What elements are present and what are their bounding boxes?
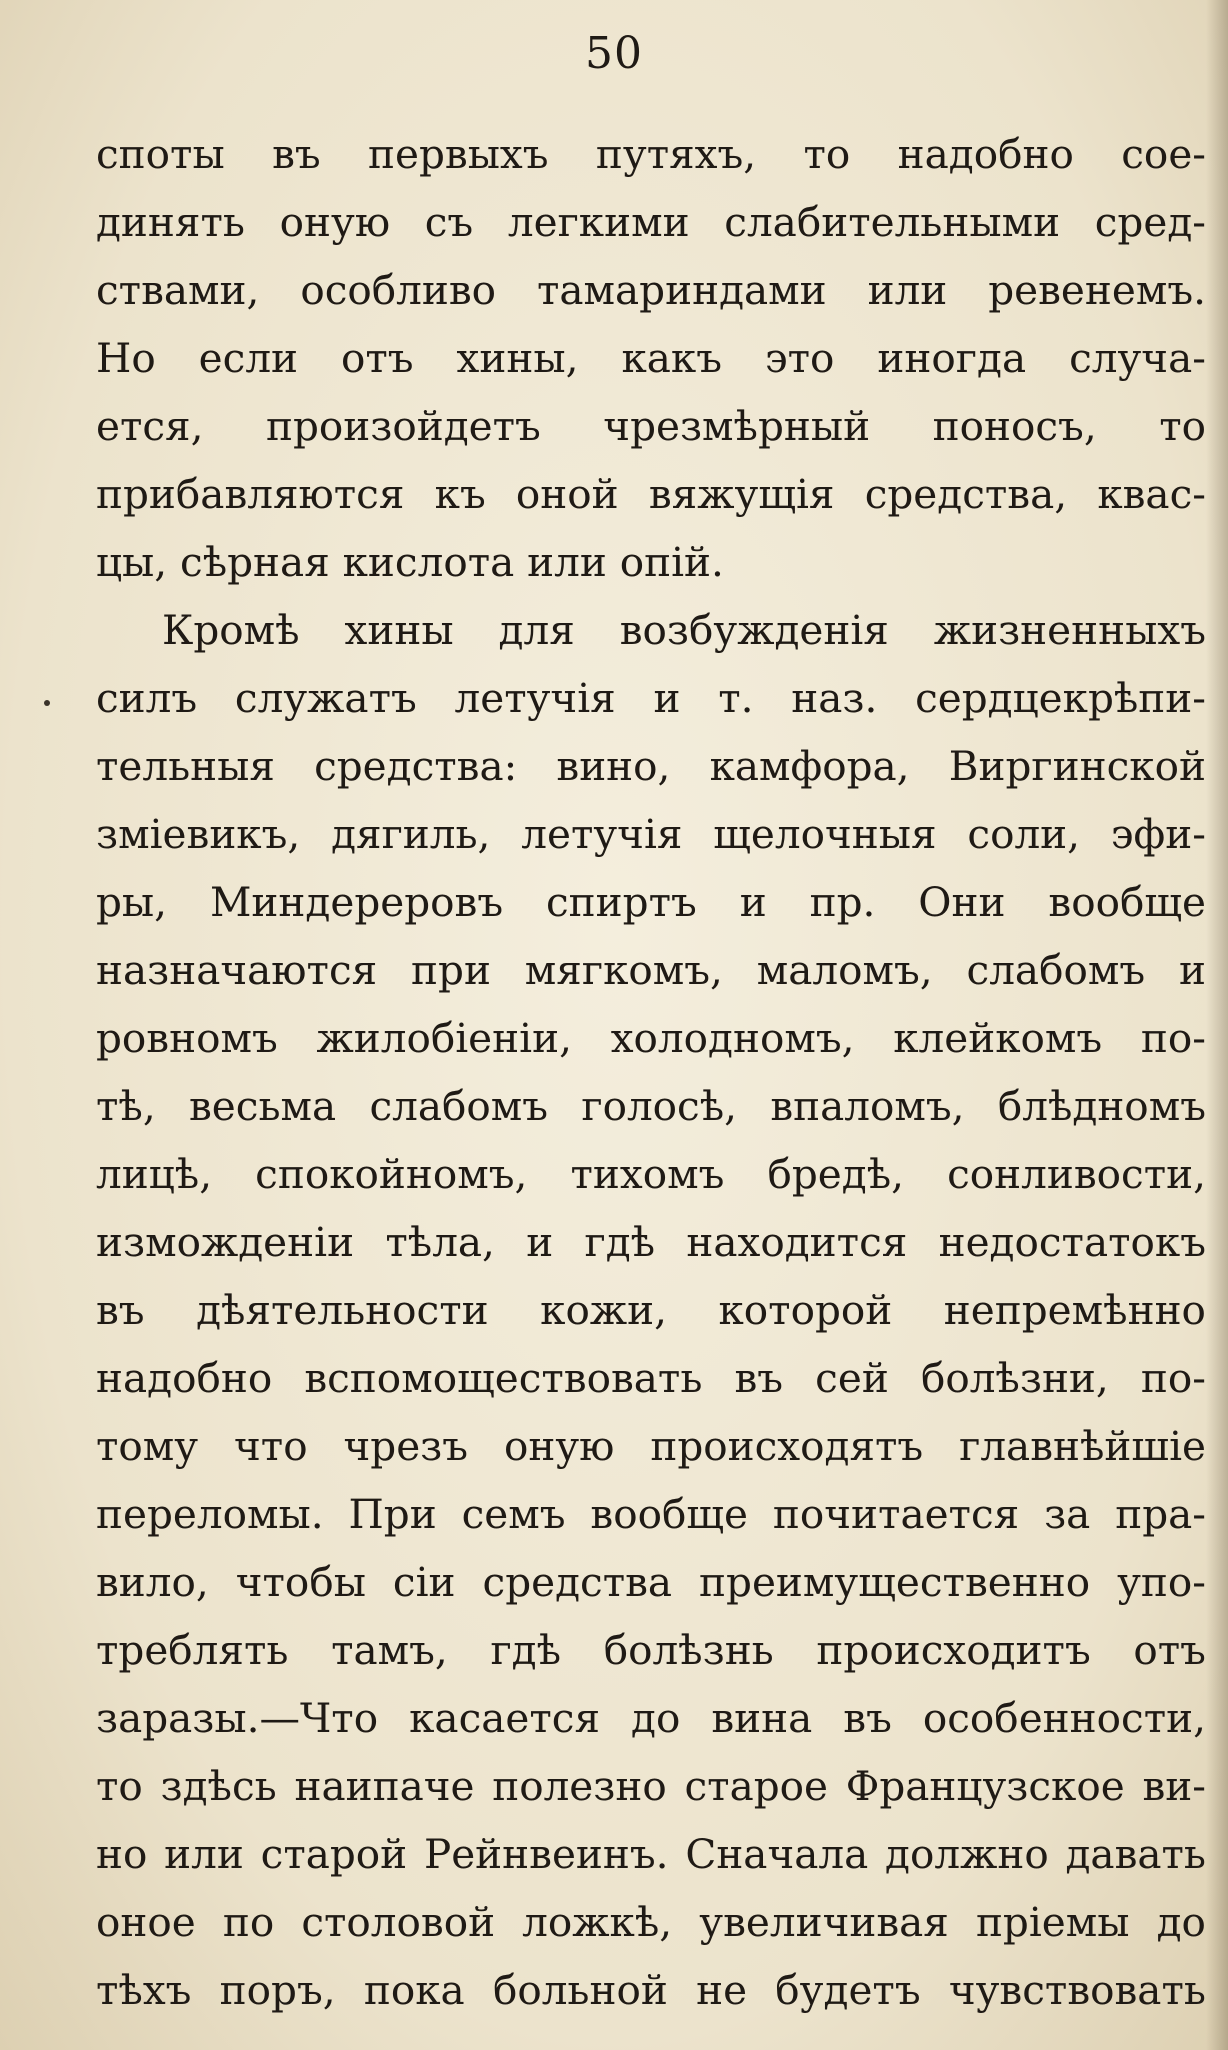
text-line: прибавляются къ оной вяжущія средства, квас- (96, 470, 1206, 518)
text-line: ровномъ жилобіеніи, холодномъ, клейкомъ по- (96, 1014, 1206, 1062)
ink-spot (44, 700, 50, 706)
text-line: треблять тамъ, гдѣ болѣзнь происходитъ отъ (96, 1626, 1206, 1674)
text-line: переломы. При семъ вообще почитается за пра- (96, 1490, 1206, 1538)
body-text (96, 120, 1206, 2024)
text-line: ры, Миндереровъ спиртъ и пр. Они вообще (96, 878, 1206, 926)
text-line: оное по столовой ложкѣ, увеличивая пріемы до (96, 1898, 1206, 1946)
text-line: цы, сѣрная кислота или опій. (96, 538, 724, 586)
text-line: то здѣсь наипаче полезно старое Французское ви- (96, 1762, 1206, 1810)
text-line: тельныя средства: вино, камфора, Виргинской (96, 742, 1206, 790)
text-line: но или старой Рейнвеинъ. Сначала должно давать (96, 1830, 1206, 1878)
text-line: споты въ первыхъ путяхъ, то надобно сое- (96, 130, 1206, 178)
text-line: тѣхъ поръ, пока больной не будетъ чувствовать (96, 1966, 1206, 2014)
text-line: надобно вспомоществовать въ сей болѣзни, по- (96, 1354, 1206, 1402)
text-line: тому что чрезъ оную происходятъ главнѣйшіе (96, 1422, 1206, 1470)
text-line: заразы.—Что касается до вина въ особенности, (96, 1694, 1206, 1742)
text-line: лицѣ, спокойномъ, тихомъ бредѣ, сонливости, (96, 1150, 1206, 1198)
text-line: ствами, особливо тамариндами или ревенемъ. (96, 266, 1206, 314)
text-line: Но если отъ хины, какъ это иногда случа- (96, 334, 1206, 382)
text-line: тѣ, весьма слабомъ голосѣ, впаломъ, блѣдномъ (96, 1082, 1206, 1130)
text-line: зміевикъ, дягиль, летучія щелочныя соли, эфи- (96, 810, 1206, 858)
text-line: изможденіи тѣла, и гдѣ находится недостатокъ (96, 1218, 1206, 1266)
text-line: динять оную съ легкими слабительными сред- (96, 198, 1206, 246)
text-line: вило, чтобы сіи средства преимущественно упо- (96, 1558, 1206, 1606)
paragraph-start-line: Кромѣ хины для возбужденія жизненныхъ (162, 606, 1206, 654)
text-line: ется, произойдетъ чрезмѣрный поносъ, то (96, 402, 1206, 450)
page-edge-shadow (1206, 0, 1228, 2050)
text-line: въ дѣятельности кожи, которой непремѣнно (96, 1286, 1206, 1334)
page-number: 50 (585, 28, 643, 79)
text-line: назначаются при мягкомъ, маломъ, слабомъ и (96, 946, 1206, 994)
text-line: силъ служатъ летучія и т. наз. сердцекрѣпи- (96, 674, 1206, 722)
